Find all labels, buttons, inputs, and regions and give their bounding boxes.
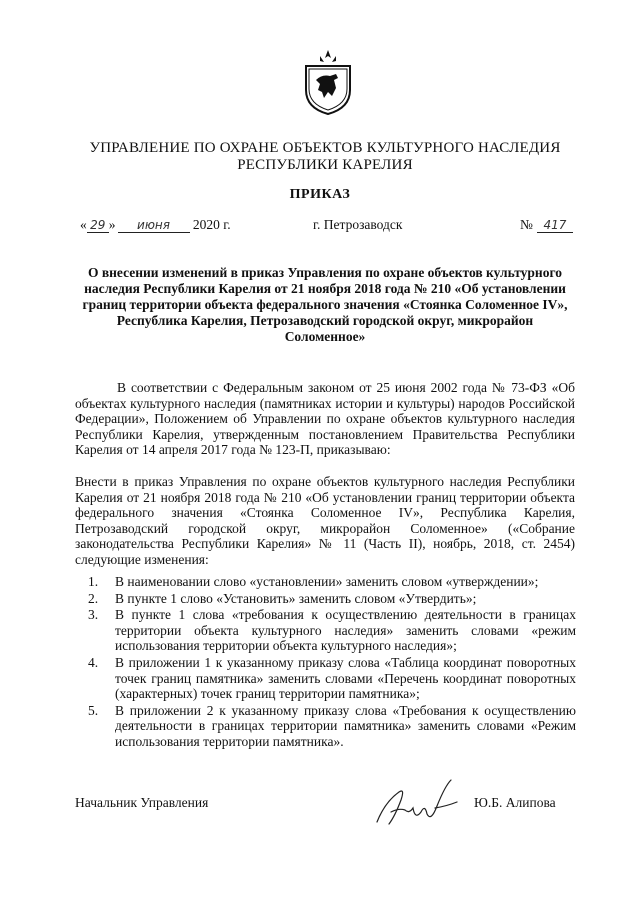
document-type-title: ПРИКАЗ [289, 187, 351, 202]
number-label: № [520, 217, 533, 232]
date-close-quote: » [108, 217, 116, 232]
date-open-quote: « [80, 217, 87, 232]
order-subject: О внесении изменений в приказ Управления по охране объектов культурного наследия Республики Карелия от 21 ноября 2018 года № 210 «Об установлении границ территории объекта федерального значения «Стоянка Соломенное IV», Республика Карелия, Петрозаводский городской округ, микрорайон Соломенное» [82, 265, 568, 344]
list-item: 4. В приложении 1 к указанному приказу слова «Таблица координат поворотных точек границ памятника» заменить словами «Перечень координат поворотных (характерных) точек границ территории памятника»; [88, 654, 576, 702]
coat-of-arms-icon [302, 46, 354, 116]
document-date [80, 217, 231, 233]
city: г. Петрозаводск [313, 217, 403, 232]
signatory-name: Ю.Б. Алипова [474, 795, 556, 810]
list-item: 2. В пункте 1 слово «Установить» заменить словом «Утвердить»; [88, 590, 477, 606]
preamble-paragraph: В соответствии с Федеральным законом от 25 июня 2002 года № 73-ФЗ «Об объектах культурного наследия (памятниках истории и культуры) народов Российской Федерации», Положением об Управлении по охране объектов культурного наследия Республики Карелия, утвержденным постановлением Правительства Республики Карелия от 14 апреля 2017 года № 123-П, приказываю: [75, 380, 575, 458]
date-month: июня [118, 218, 190, 233]
date-number-line [80, 215, 580, 239]
organization-header [60, 140, 590, 174]
handwritten-signature [365, 772, 475, 832]
org-name-line-2: РЕСПУБЛИКИ КАРЕЛИЯ [237, 157, 413, 173]
signatory-title: Начальник Управления [75, 795, 209, 810]
amendments-list [88, 574, 576, 751]
org-name-line-1: УПРАВЛЕНИЕ ПО ОХРАНЕ ОБЪЕКТОВ КУЛЬТУРНОГО НАСЛЕДИЯ [89, 140, 561, 156]
amendment-paragraph: Внести в приказ Управления по охране объектов культурного наследия Республики Карелия от 21 ноября 2018 года № 210 «Об установлении границ территории объекта федерального значения «Стоянка Соломенное IV», Республика Карелия, Петрозаводский городской округ, микрорайон Соломенное» («Собрание законодательства Республики Карелия» № 11 (Часть II), ноябрь, 2018, ст. 2454) следующие изменения: [75, 474, 575, 567]
list-item: 5. В приложении 2 к указанному приказу слова «Требования к осуществлению деятельности в границах территории памятника» заменить словами «Режим использования территории памятника». [88, 702, 576, 749]
date-day: 29 [87, 218, 109, 233]
document-number [520, 217, 573, 233]
number-value: 417 [537, 218, 573, 233]
list-item: 1. В наименовании слово «установлении» заменить словом «утверждении»; [88, 574, 539, 589]
list-item: 3. В пункте 1 слова «требования к осуществлению деятельности в границах территории объекта культурного наследия» заменить словами «режим использования территории объекта культурного наследия»; [88, 607, 576, 654]
date-year: 2020 г. [192, 217, 231, 232]
